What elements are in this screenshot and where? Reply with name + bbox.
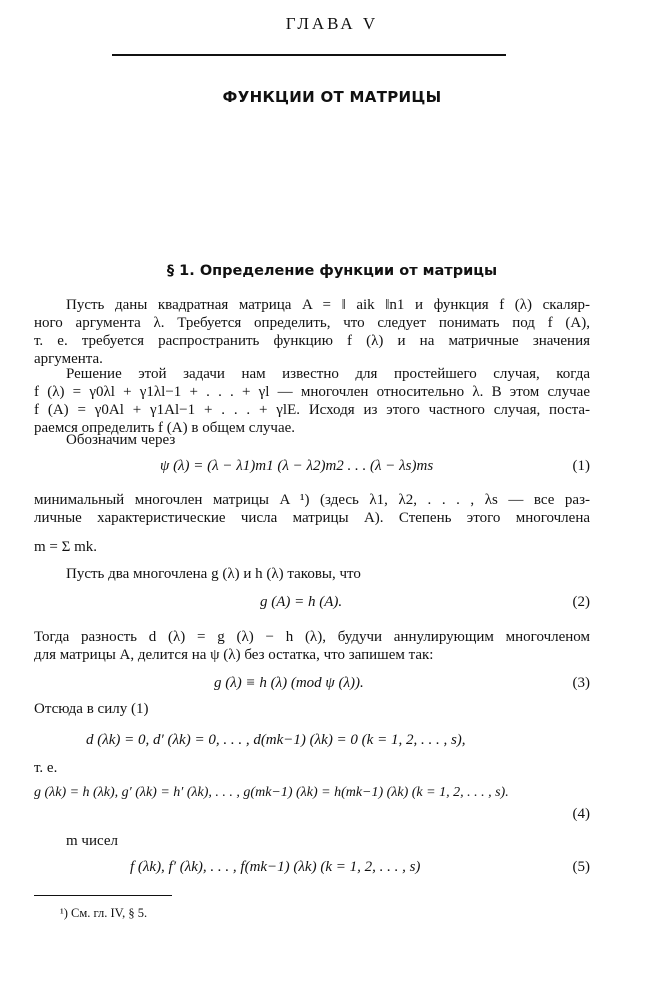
body-line: аргумента. — [34, 351, 103, 367]
section-heading: § 1. Определение функции от матрицы — [166, 263, 498, 279]
equation-2: g (A) = h (A). — [260, 594, 343, 610]
chapter-rule — [112, 54, 506, 56]
body-line: m чисел — [66, 833, 118, 849]
body-line: m = Σ mk. — [34, 539, 98, 555]
equation-5: f (λk), f′ (λk), . . . , f(mk−1) (λk) (k = 1, 2, . . . , s) — [130, 859, 421, 875]
chapter-title: ФУНКЦИИ ОТ МАТРИЦЫ — [222, 88, 442, 106]
equation-1: ψ (λ) = (λ − λ1)m1 (λ − λ2)m2 . . . (λ − λs)ms — [160, 458, 434, 474]
body-line: т. е. требуется распространить функцию f (λ) и на матричные значения — [34, 333, 590, 349]
body-line: личные характеристические числа матрицы A). Степень этого многочлена — [34, 510, 590, 526]
equation-number: (2) — [572, 594, 590, 610]
chapter-heading: ГЛАВА V — [285, 14, 379, 33]
equation-3: g (λ) ≡ h (λ) (mod ψ (λ)). — [214, 675, 364, 691]
equation-number: (3) — [572, 675, 590, 691]
body-line: для матрицы A, делится на ψ (λ) без остатка, что запишем так: — [34, 647, 434, 663]
body-line: Пусть даны квадратная матрица A = ‖ aik ‖n1 и функция f (λ) скаляр- — [66, 297, 590, 313]
equation-4: g (λk) = h (λk), g′ (λk) = h′ (λk), . . . , g(mk−1) (λk) = h(mk−1) (λk) (k = 1, 2, . . . , s). — [34, 785, 509, 800]
body-line: т. е. — [34, 760, 58, 776]
body-line: ного аргумента λ. Требуется определить, что следует понимать под f (A), — [34, 315, 590, 331]
equation-number: (5) — [572, 859, 590, 875]
body-line: f (λ) = γ0λl + γ1λl−1 + . . . + γl — многочлен относительно λ. В этом случае — [34, 384, 590, 400]
footnote-rule — [34, 895, 172, 896]
equation-number: (1) — [572, 458, 590, 474]
body-line: раемся определить f (A) в общем случае. — [34, 420, 296, 436]
body-line: Отсюда в силу (1) — [34, 701, 149, 717]
body-line: Обозначим через — [66, 432, 176, 448]
body-line: Пусть два многочлена g (λ) и h (λ) таковы, что — [66, 566, 361, 582]
body-line: f (A) = γ0Al + γ1Al−1 + . . . + γlE. Исходя из этого частного случая, поста- — [34, 402, 590, 418]
footnote: ¹) См. гл. IV, § 5. — [60, 906, 148, 920]
body-line: Тогда разность d (λ) = g (λ) − h (λ), будучи аннулирующим многочленом — [34, 629, 590, 645]
body-line: минимальный многочлен матрицы A ¹) (здесь λ1, λ2, . . . , λs — все раз- — [34, 492, 590, 508]
equation-d: d (λk) = 0, d′ (λk) = 0, . . . , d(mk−1) (λk) = 0 (k = 1, 2, . . . , s), — [86, 732, 466, 748]
body-line: Решение этой задачи нам известно для простейшего случая, когда — [66, 366, 590, 382]
equation-number: (4) — [572, 806, 590, 822]
